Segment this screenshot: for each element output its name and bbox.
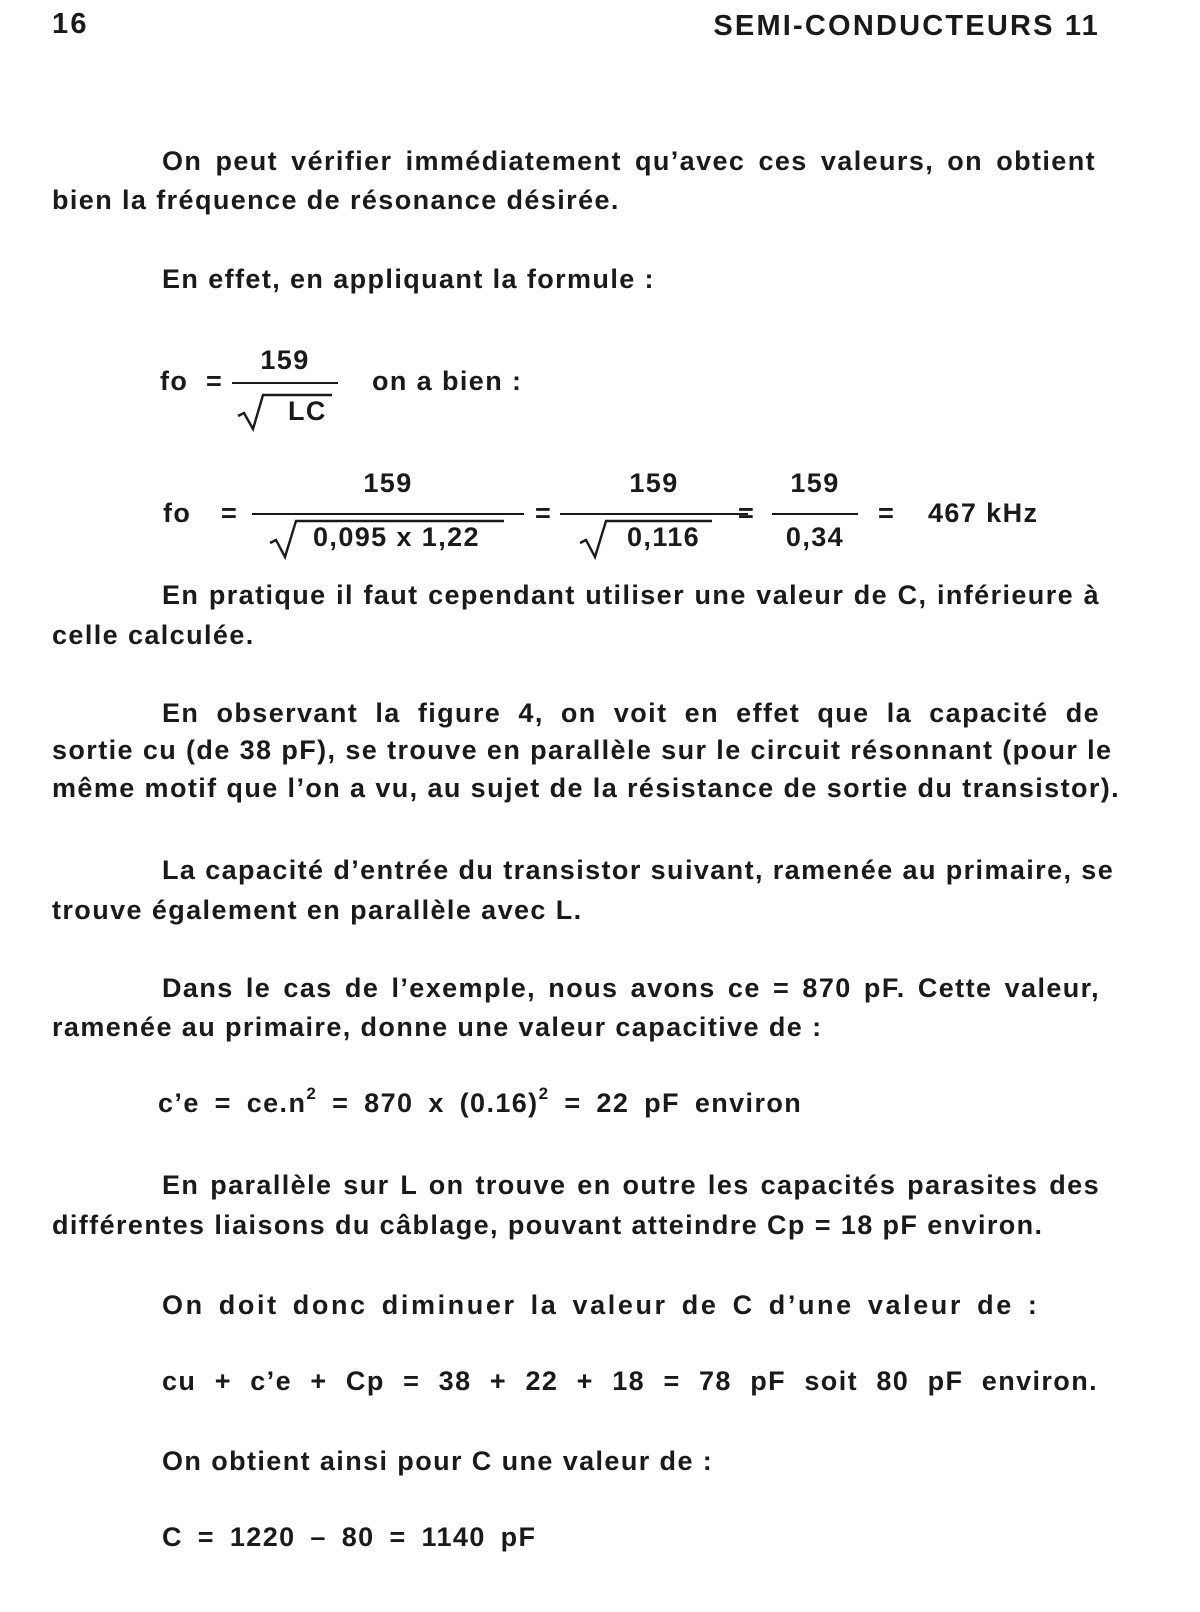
paragraph-7-line-2: différentes liaisons du câblage, pouvant atteindre Cp = 18 pF environ. [52, 1210, 1044, 1240]
paragraph-4-line-2: sortie cu (de 38 pF), se trouve en parallèle sur le circuit résonnant (pour le [52, 735, 1113, 765]
formula-2-numerator-1: 159 [363, 468, 413, 498]
paragraph-4-line-3: même motif que l’on a vu, au sujet de la résistance de sortie du transistor). [52, 773, 1121, 803]
paragraph-8: On doit donc diminuer la valeur de C d’une valeur de : [162, 1290, 1040, 1320]
formula-1-denominator: LC [288, 396, 327, 426]
paragraph-3-line-1: En pratique il faut cependant utiliser une valeur de C, inférieure à [162, 580, 1100, 610]
formula-2-numerator-2: 159 [629, 468, 679, 498]
paragraph-6-line-1: Dans le cas de l’exemple, nous avons ce = 870 pF. Cette valeur, [162, 973, 1100, 1003]
formula-2-equals: = [221, 498, 239, 528]
equation-c-result: C = 1220 – 80 = 1140 pF [162, 1522, 537, 1552]
equation-capacitance-sum: cu + c’e + Cp = 38 + 22 + 18 = 78 pF soit 80 pF environ. [162, 1366, 1098, 1396]
formula-2-lhs: fo [163, 498, 192, 528]
paragraph-5-line-1: La capacité d’entrée du transistor suivant, ramenée au primaire, se [162, 855, 1115, 885]
running-header: SEMI-CONDUCTEURS 11 [713, 10, 1100, 42]
formula-1-fraction-bar [232, 382, 338, 384]
paragraph-2: En effet, en appliquant la formule : [162, 264, 655, 294]
paragraph-7-line-1: En parallèle sur L on trouve en outre les capacités parasites des [162, 1170, 1100, 1200]
formula-1-numerator: 159 [260, 345, 310, 375]
formula-1-trailing-text: on a bien : [372, 366, 523, 396]
formula-2-fraction-bar-2 [560, 513, 748, 515]
paragraph-1-line-2: bien la fréquence de résonance désirée. [52, 185, 620, 215]
formula-2-numerator-3: 159 [790, 468, 840, 498]
formula-2-equals-3: = [738, 498, 756, 528]
formula-2-equals-2: = [535, 498, 553, 528]
paragraph-9: On obtient ainsi pour C une valeur de : [162, 1446, 714, 1476]
formula-2-denominator-1: 0,095 x 1,22 [313, 522, 480, 552]
paragraph-5-line-2: trouve également en parallèle avec L. [52, 895, 583, 925]
paragraph-4-line-1: En observant la figure 4, on voit en effet que la capacité de [162, 698, 1100, 728]
equation-ce-prime: c’e = $ce.n^2 = 870$ x $(0.16)^2 = 22$ pF environ [158, 1084, 803, 1118]
formula-2-equals-4: = [878, 498, 896, 528]
formula-2-fraction-bar-1 [252, 513, 524, 515]
formula-2-denominator-2: 0,116 [627, 522, 701, 552]
paragraph-1-line-1: On peut vérifier immédiatement qu’avec ces valeurs, on obtient [162, 146, 1096, 176]
formula-2-result: 467 kHz [928, 498, 1039, 528]
formula-2-fraction-bar-3 [772, 513, 858, 515]
formula-1-equals: = [206, 366, 224, 396]
paragraph-6-line-2: ramenée au primaire, donne une valeur capacitive de : [52, 1012, 823, 1042]
formula-2-denominator-3: 0,34 [785, 522, 845, 552]
paragraph-3-line-2: celle calculée. [52, 620, 255, 650]
page-number: 16 [52, 8, 89, 40]
formula-1-lhs: fo [160, 366, 189, 396]
